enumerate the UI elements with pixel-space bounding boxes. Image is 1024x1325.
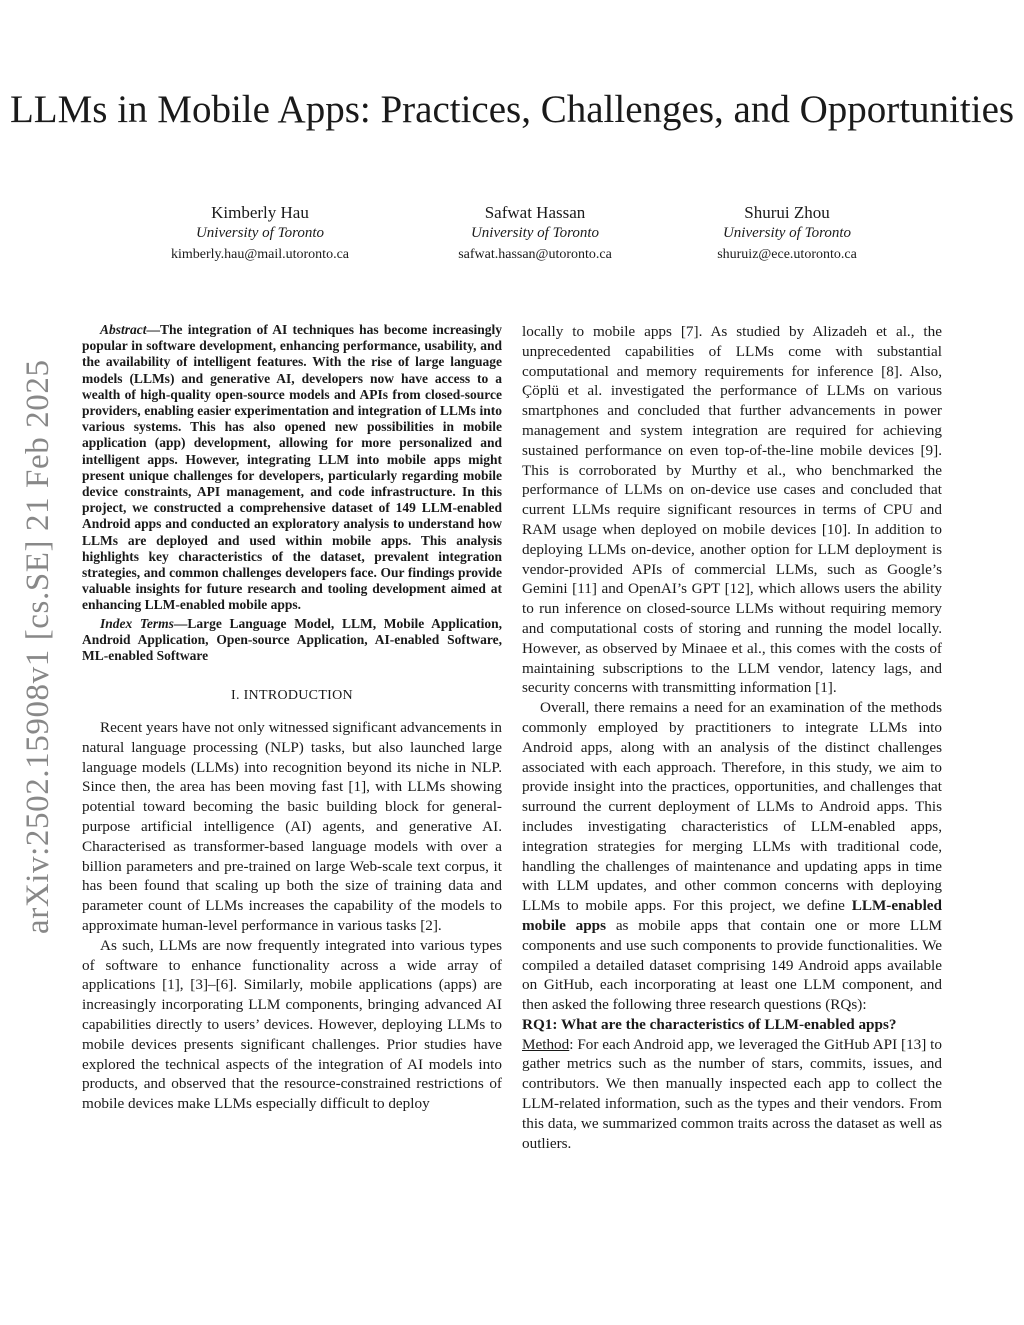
author-name: Kimberly Hau bbox=[211, 203, 309, 222]
section-heading: I. INTRODUCTION bbox=[231, 688, 353, 704]
author-email: safwat.hassan@utoronto.ca bbox=[458, 247, 612, 262]
author-1 bbox=[130, 202, 390, 265]
abstract-label: Abstract bbox=[100, 322, 147, 337]
method-text: : For each Android app, we leveraged the GitHub API [13] to gather metrics such as the number of stars, commits, issues, and contributors. We then manually inspected each app to collect the LLM-related information, such as the types and their vendors. From this data, we summarized common traits across the dataset as well as outliers. bbox=[522, 1035, 942, 1152]
defined-term: LLM-enabled mobile apps bbox=[522, 897, 942, 934]
paragraph-text: Overall, there remains a need for an examination of the methods commonly employed by practitioners to integrate LLMs into Android apps, along with an analysis of the distinct challenges associated with each approach. Therefore, in this study, we aim to provide insight into the practices, opportunities, and challenges that surround the current deployment of LLMs to Android apps. This includes investigating characteristics of LLM-enabled apps, integration strategies for merging LLMs with traditional code, handling the challenges of maintenance and updating apps in time with LLM updates, and other common concerns with deploying LLMs to mobile apps. For this project, we define bbox=[522, 699, 942, 915]
paragraph-text: as mobile apps that contain one or more LLM components and use such components to provide functionalities. We compiled a detailed dataset comprising 149 Android apps available on GitHub, each incorporating at least one LLM component, and then asked the following three research questions (RQs): bbox=[522, 916, 942, 1014]
paper-title: LLMs in Mobile Apps: Practices, Challenges, and Opportunities bbox=[9, 88, 1015, 131]
author-2 bbox=[405, 202, 665, 265]
author-3 bbox=[657, 202, 917, 265]
method-paragraph bbox=[522, 1035, 942, 1154]
method-label: Method bbox=[522, 1035, 570, 1053]
paragraph: Recent years have not only witnessed significant advancements in natural language processing (NLP) tasks, but also launched large language models (LLMs) into recognition beyond its niche in NLP. Since then, the area has been moving fast [1], with LLMs showing potential toward becoming the basic building block for general-purpose artificial intelligence (AI) agents, and generative AI. Characterised as transformer-based language models with over a billion parameters and pre-trained on large Web-scale text corpus, it has been found that scaling up both the size of training data and parameter count of LLMs increases the capability of the models to approximate human-level performance in various tasks [2]. bbox=[82, 719, 502, 935]
paragraph bbox=[522, 698, 942, 1015]
paragraph: As such, LLMs are now frequently integrated into various types of software to enhance functionality across a wide array of applications [1], [3]–[6]. Similarly, mobile applications (apps) are increasingly incorporating LLM components, bringing advanced AI capabilities directly to users’ devices. However, deploying LLMs to mobile devices presents significant challenges. Prior studies have explored the technical aspects of the integration of AI models into products, and observed that the resource-constrained restrictions of mobile devices make LLMs especially difficult to deploy bbox=[82, 936, 502, 1113]
author-name: Safwat Hassan bbox=[484, 203, 586, 222]
left-column bbox=[82, 322, 502, 1114]
author-affiliation: University of Toronto bbox=[722, 225, 852, 241]
author-affiliation: University of Toronto bbox=[195, 225, 325, 241]
author-affiliation: University of Toronto bbox=[470, 225, 600, 241]
author-email: shuruiz@ece.utoronto.ca bbox=[717, 247, 857, 262]
author-email: kimberly.hau@mail.utoronto.ca bbox=[171, 247, 349, 262]
index-terms-text: —Large Language Model, LLM, Mobile Application, Android Application, Open-source Application, AI-enabled Software, ML-enabled Software bbox=[82, 615, 502, 664]
arxiv-identifier: arXiv:2502.15908v1 [cs.SE] 21 Feb 2025 bbox=[20, 359, 56, 934]
index-terms-label: Index Terms bbox=[100, 615, 174, 631]
paragraph: locally to mobile apps [7]. As studied by Alizadeh et al., the unprecedented capabilities of LLMs come with substantial computational and memory requirements for inference [8]. Also, Çöplü et al. investigated the performance of LLMs on various smartphones and concluded that further advancements in power management and system integration are required for achieving sustained performance on even top-of-the-line mobile devices [9]. This is corroborated by Murthy et al., who benchmarked the performance of LLMs on on-device use cases and concluded that current LLMs require significant resources in terms of CPU and RAM usage when deployed on mobile devices [10]. In addition to deploying LLMs on-device, another option for LLM deployment is vendor-provided APIs of commercial LLMs, such as Google’s Gemini [11] and OpenAI’s GPT [12], which allows users the ability to run inference on closed-source LLMs without requiring memory and computational costs of storing and running the model locally. However, as observed by Minaee et al., this comes with the costs of maintaining subscriptions to the LLM vendor, latency lags, and security concerns with transmitting information [1]. bbox=[522, 323, 942, 697]
abstract bbox=[82, 322, 502, 614]
research-question-1: RQ1: What are the characteristics of LLM-enabled apps? bbox=[522, 1015, 897, 1033]
abstract-text: —The integration of AI techniques has become increasingly popular in software development, enhancing performance, usability, and the availability of intelligent features. With the rise of large language models (LLMs) and generative AI, developers now have access to a wealth of high-quality open-source models and APIs from closed-source providers, enabling easier experimentation and integration of LLMs into various systems. This has also opened new possibilities in mobile application (app) development, allowing for more personalized and intelligent apps. However, integrating LLM into mobile apps might present unique challenges for developers, particularly regarding mobile device constraints, API management, and code infrastructure. In this project, we constructed a comprehensive dataset of 149 LLM-enabled Android apps and conducted an exploratory analysis to understand how LLMs are deployed and used within mobile apps. This analysis highlights key characteristics of the dataset, prevalent integration strategies, and common challenges developers face. Our findings provide valuable insights for future research and tooling development aimed at enhancing LLM-enabled mobile apps. bbox=[82, 322, 502, 613]
right-column bbox=[522, 322, 942, 1153]
index-terms bbox=[82, 616, 502, 665]
author-name: Shurui Zhou bbox=[744, 203, 830, 222]
